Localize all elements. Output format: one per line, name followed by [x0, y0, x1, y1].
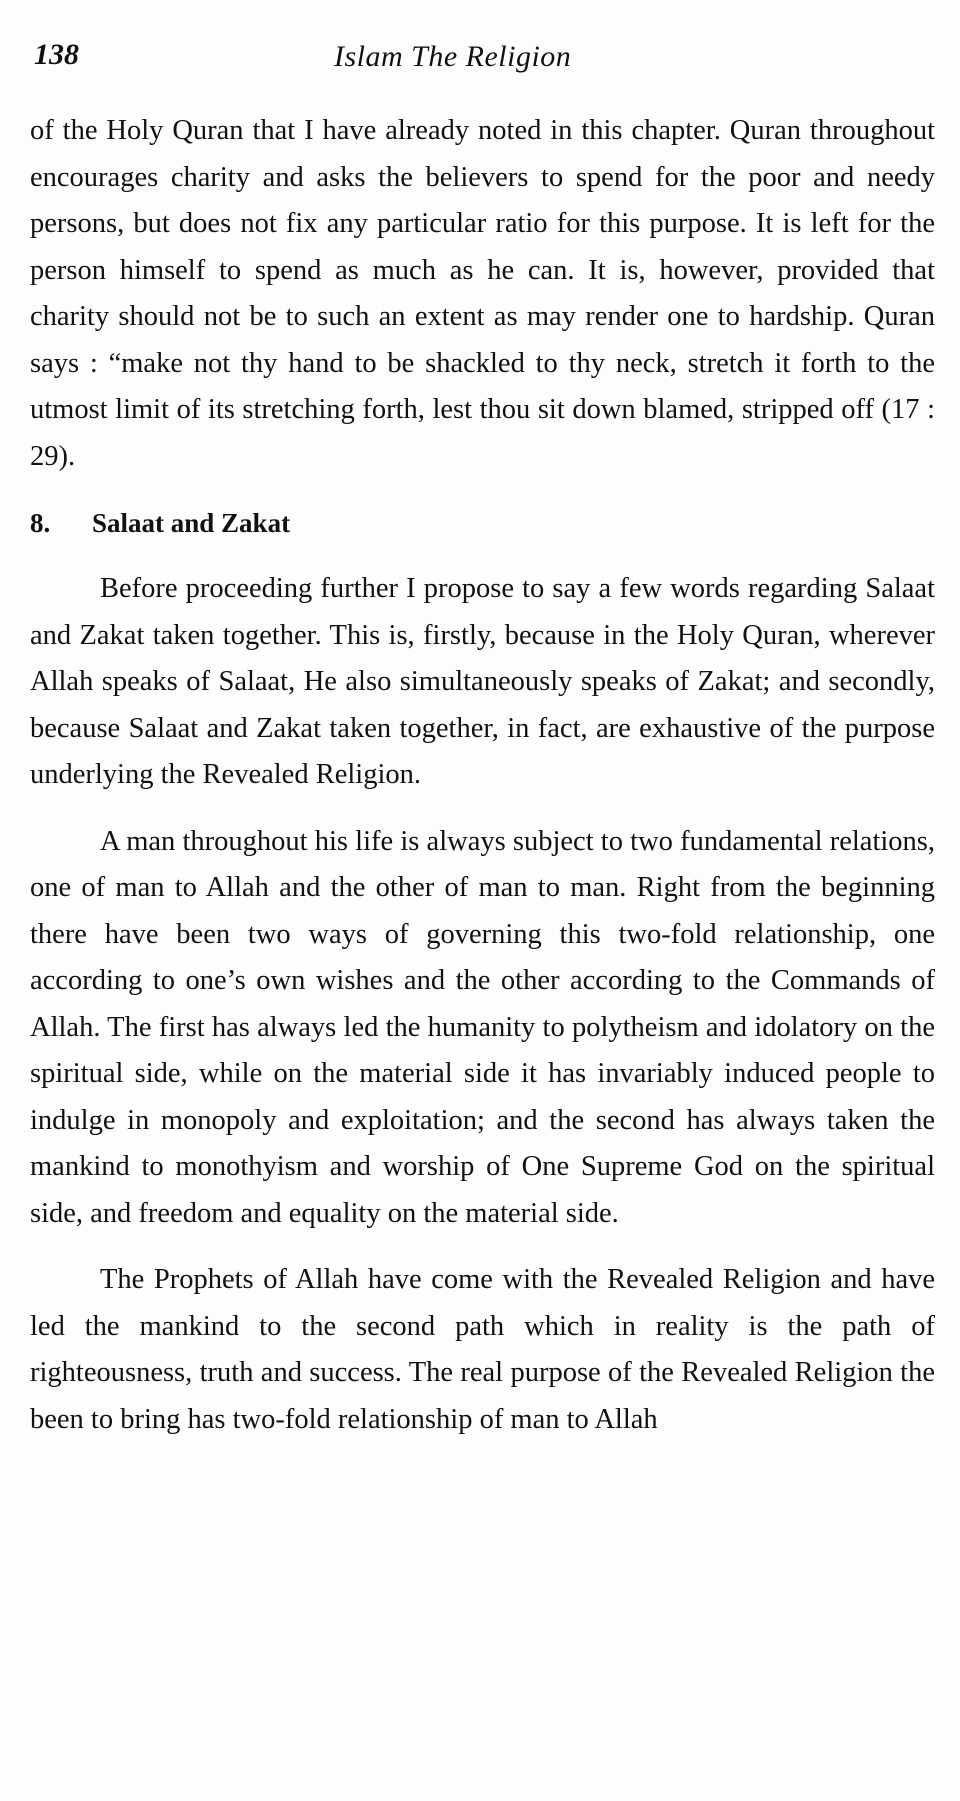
paragraph-gap	[30, 1237, 935, 1257]
paragraph-continued: of the Holy Quran that I have already noted in this chapter. Quran throughout encourages charity and asks the believers to spend for the poor and needy persons, but does not fix any particular ratio for this purpose. It is left for the person himself to spend as much as he can. It is, however, provided that charity should not be to such an extent as may render one to hardship. Quran says : “make not thy hand to be shackled to thy neck, stretch it forth to the utmost limit of its stretching forth, lest thou sit down blamed, stripped off (17 : 29).	[30, 115, 935, 472]
paragraph: A man throughout his life is always subject to two fundamental relations, one of man to Allah and the other of man to man. Right from the beginning there have been two ways of governing this two-fold relationship, one according to one’s own wishes and the other according to the Commands of Allah. The first has always led the humanity to polytheism and idolatory on the spiritual side, while on the material side it has invariably induced people to indulge in monopoly and exploitation; and the second has always taken the mankind to monothyism and worship of One Supreme God on the spiritual side, and freedom and equality on the material side.	[30, 825, 935, 1229]
section-number: 8.	[30, 508, 51, 538]
page-number: 138	[34, 38, 79, 71]
section-title: Salaat and Zakat	[92, 508, 291, 538]
page-header	[34, 38, 934, 78]
running-title: Islam The Religion	[334, 40, 572, 73]
paragraph: Before proceeding further I propose to say a few words regarding Salaat and Zakat taken together. This is, firstly, because in the Holy Quran, wherever Allah speaks of Salaat, He also simultaneously speaks of Zakat; and secondly, because Salaat and Zakat taken together, in fact, are exhaustive of the purpose underlying the Revealed Religion.	[30, 573, 935, 790]
paragraph-gap	[30, 546, 935, 566]
section-heading	[30, 500, 935, 546]
paragraph-gap	[30, 799, 935, 819]
paragraph-gap	[30, 480, 935, 500]
paragraph: The Prophets of Allah have come with the Revealed Religion and have led the mankind to the second path which in reality is the path of righteousness, truth and success. The real purpose of the Revealed Religion the been to bring has two-fold relationship of man to Allah	[30, 1264, 935, 1435]
page-body	[30, 108, 935, 1443]
